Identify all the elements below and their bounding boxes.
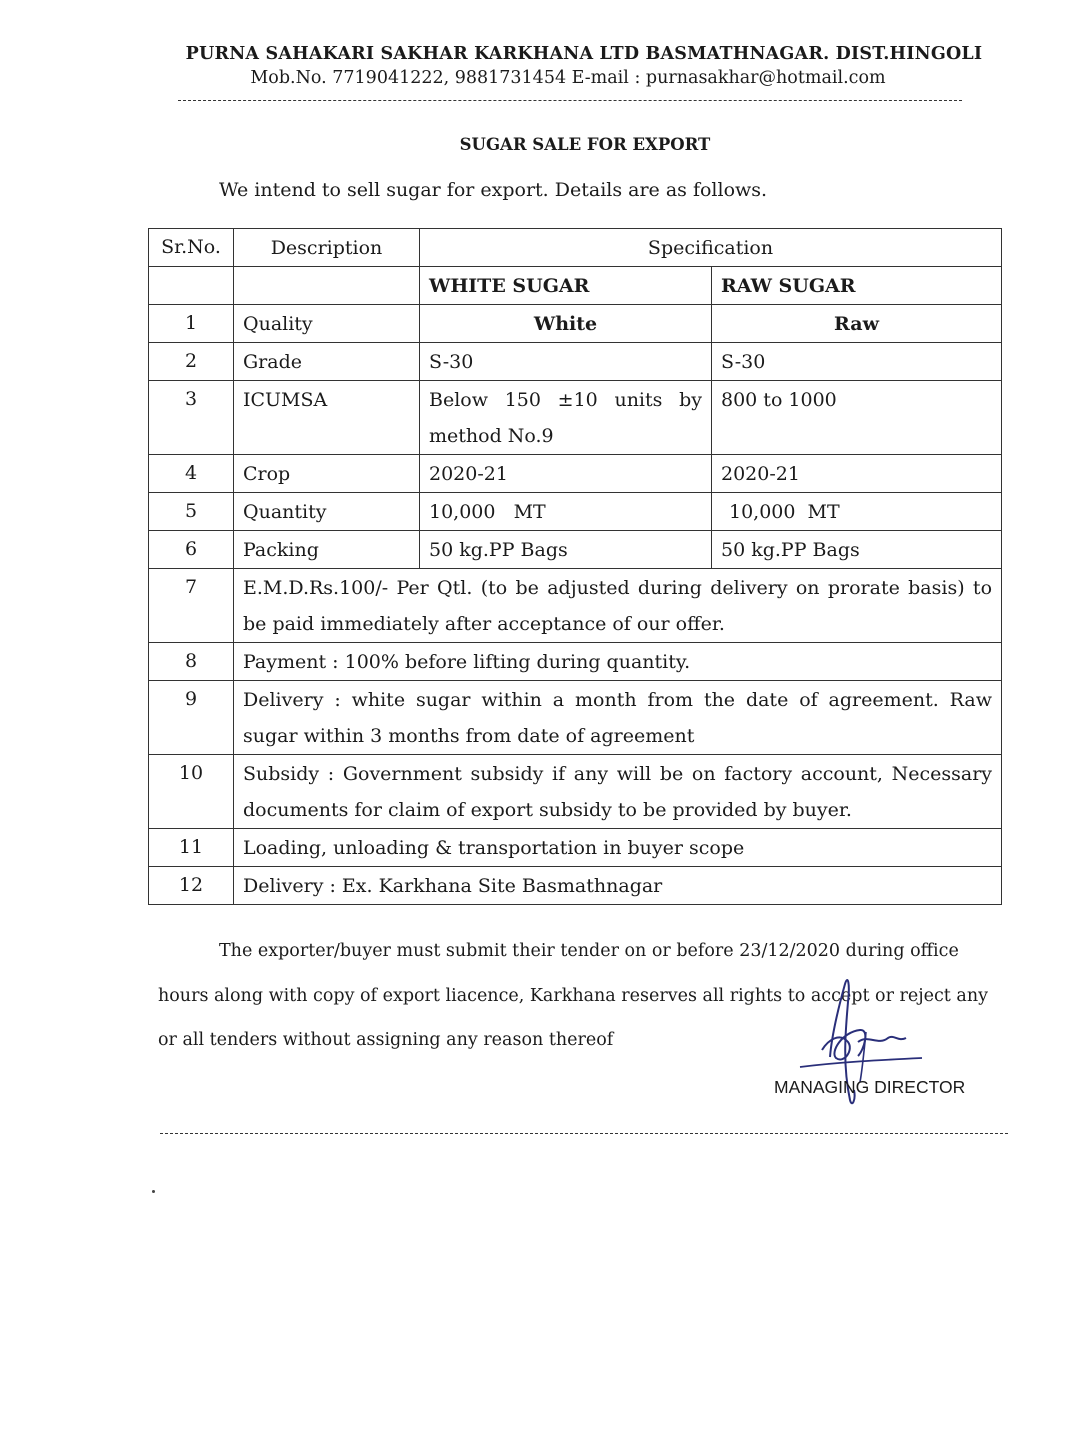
row-srno: 3 [149,381,234,455]
footer-divider [160,1133,1008,1134]
row-srno: 10 [149,755,234,829]
row-srno: 11 [149,829,234,867]
row-white-value: Below 150 ±10 units by method No.9 [420,381,712,455]
row-white-value: 10,000 MT [420,493,712,531]
row-raw-value: 800 to 1000 [712,381,1002,455]
header-srno: Sr.No. [149,229,234,267]
table-row [149,681,1002,755]
row-terms-text: Payment : 100% before lifting during quantity. [234,643,1002,681]
table-header-row [149,229,1002,267]
table-subheader-row [149,267,1002,305]
row-raw-value: 50 kg.PP Bags [712,531,1002,569]
table-row [149,829,1002,867]
row-terms-text: Delivery : white sugar within a month from the date of agreement. Raw sugar within 3 months from date of agreement [234,681,1002,755]
table-row [149,867,1002,905]
closing-line-3: or all tenders without assigning any reason thereof [158,1030,614,1050]
row-srno: 8 [149,643,234,681]
company-name: PURNA SAHAKARI SAKHAR KARKHANA LTD BASMATHNAGAR. DIST.HINGOLI [185,44,983,64]
table-row [149,381,1002,455]
row-raw-value: 2020-21 [712,455,1002,493]
table-row [149,643,1002,681]
table-row [149,755,1002,829]
row-raw-value: S-30 [712,343,1002,381]
row-description: Quality [234,305,420,343]
row-white-value: S-30 [420,343,712,381]
row-terms-text: Subsidy : Government subsidy if any will be on factory account, Necessary documents for claim of export subsidy to be provided by buyer. [234,755,1002,829]
closing-line-1: The exporter/buyer must submit their tender on or before 23/12/2020 during office [219,941,959,961]
row-terms-text: Delivery : Ex. Karkhana Site Basmathnagar [234,867,1002,905]
header-description: Description [234,229,420,267]
row-terms-text: E.M.D.Rs.100/- Per Qtl. (to be adjusted during delivery on prorate basis) to be paid immediately after acceptance of our offer. [234,569,1002,643]
row-description: Grade [234,343,420,381]
row-srno: 5 [149,493,234,531]
table-row [149,493,1002,531]
subheader-empty-desc [234,267,420,305]
table-row [149,305,1002,343]
table-row [149,569,1002,643]
row-white-value: 2020-21 [420,455,712,493]
closing-line-2: hours along with copy of export liacence, Karkhana reserves all rights to accept or reject any [158,986,988,1006]
table-row [149,455,1002,493]
row-terms-text: Loading, unloading & transportation in buyer scope [234,829,1002,867]
row-srno: 6 [149,531,234,569]
subheader-raw-sugar: RAW SUGAR [712,267,1002,305]
signatory-title: MANAGING DIRECTOR [774,1077,966,1097]
row-srno: 1 [149,305,234,343]
table-row [149,531,1002,569]
row-srno: 9 [149,681,234,755]
company-contact: Mob.No. 7719041222, 9881731454 E-mail : purnasakhar@hotmail.com [250,68,886,88]
row-white-value: White [420,305,712,343]
subheader-empty-sr [149,267,234,305]
row-description: ICUMSA [234,381,420,455]
row-srno: 7 [149,569,234,643]
row-srno: 4 [149,455,234,493]
row-white-value: 50 kg.PP Bags [420,531,712,569]
intro-text: We intend to sell sugar for export. Details are as follows. [219,179,768,201]
table-row [149,343,1002,381]
row-description: Packing [234,531,420,569]
row-srno: 12 [149,867,234,905]
specification-table [148,228,1002,905]
row-raw-value: Raw [712,305,1002,343]
row-description: Quantity [234,493,420,531]
scan-speck [152,1190,155,1193]
document-title: SUGAR SALE FOR EXPORT [459,135,711,154]
row-description: Crop [234,455,420,493]
header-specification: Specification [420,229,1002,267]
header-divider [178,100,962,101]
row-srno: 2 [149,343,234,381]
row-raw-value: 10,000 MT [712,493,1002,531]
subheader-white-sugar: WHITE SUGAR [420,267,712,305]
